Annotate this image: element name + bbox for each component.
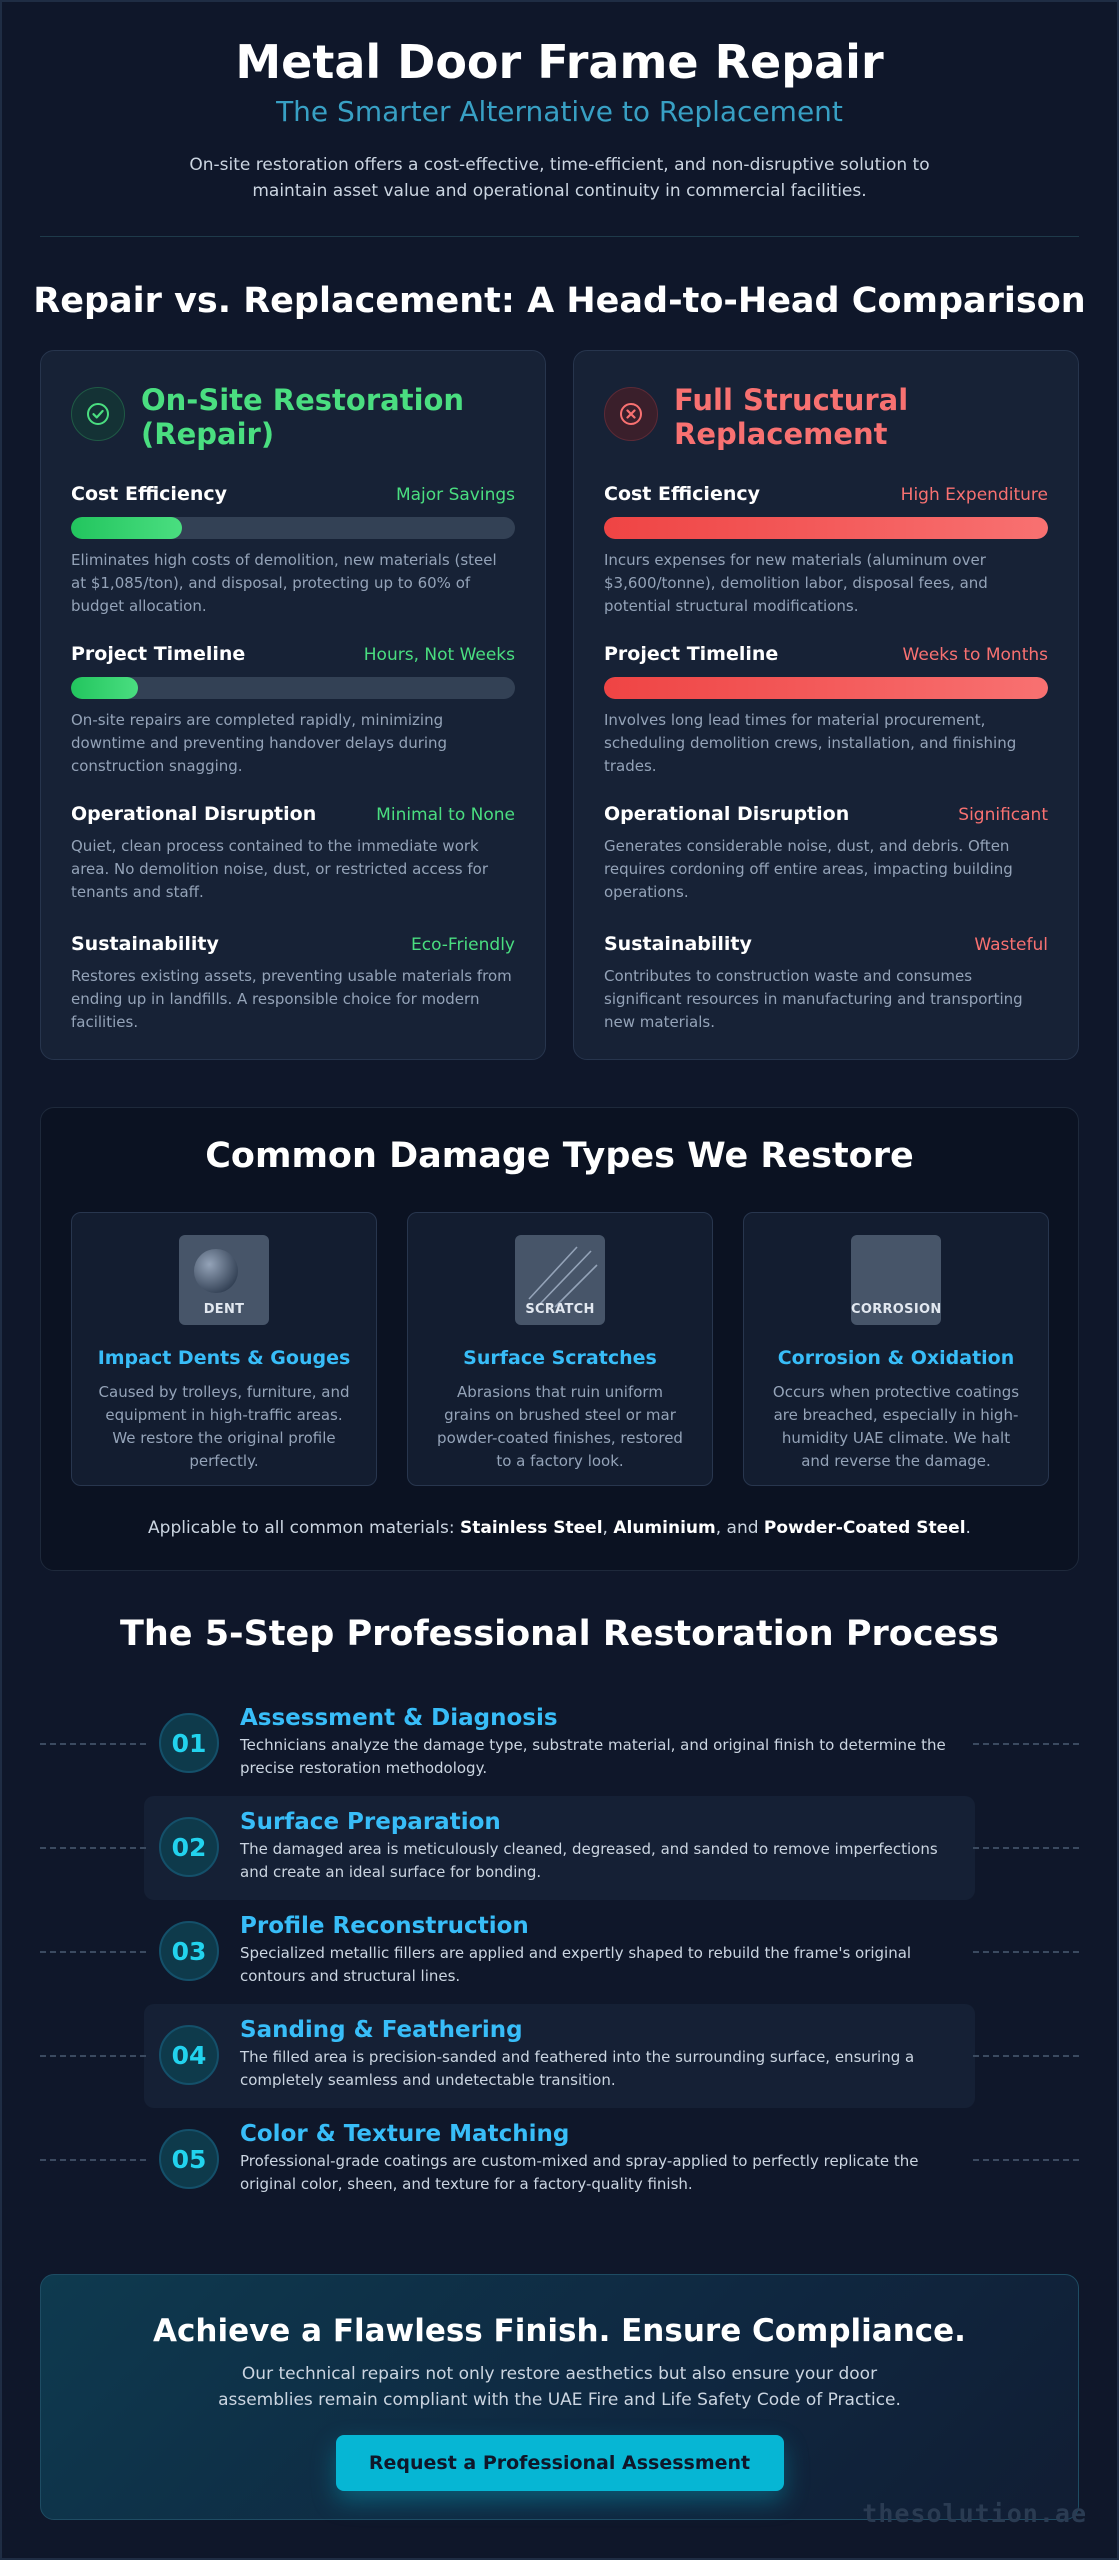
- intro-text: On-site restoration offers a cost-effective, time-efficient, and non-disruptive solution to maintain asset value and operational continuity in commercial facilities.: [189, 155, 930, 201]
- cta-section: [40, 2274, 1079, 2520]
- process-step: [40, 2004, 1079, 2108]
- metric-description: Generates considerable noise, dust, and debris. Often requires cordoning off entire areas, impacting building operations.: [604, 837, 1013, 901]
- damage-card-title: Corrosion & Oxidation: [777, 1347, 1015, 1369]
- step-number: 04: [159, 2025, 219, 2085]
- repair-card: [40, 350, 546, 1060]
- damage-card-description: Caused by trolleys, furniture, and equipment in high-traffic areas. We restore the original profile perfectly.: [98, 1383, 350, 1470]
- dent-thumbnail: [179, 1235, 269, 1325]
- metric-value: Hours, Not Weeks: [363, 645, 515, 665]
- step-description: Specialized metallic fillers are applied and expertly shaped to rebuild the frame's original contours and structural lines.: [240, 1944, 912, 1985]
- damage-card-title: Surface Scratches: [463, 1347, 657, 1369]
- repair-metric-disruption: [71, 803, 515, 933]
- repair-metric-timeline: [71, 643, 515, 803]
- step-dash-right: [973, 2159, 1079, 2161]
- timeline-bar: [604, 677, 1048, 699]
- step-body: [240, 1808, 960, 1884]
- corrosion-thumbnail: [851, 1235, 941, 1325]
- page-subtitle: The Smarter Alternative to Replacement: [276, 95, 843, 128]
- replacement-card-header: [604, 383, 1048, 483]
- step-dash-left: [40, 1951, 146, 1953]
- step-title: Surface Preparation: [240, 1809, 501, 1835]
- metric-description: Restores existing assets, preventing usable materials from ending up in landfills. A responsible choice for modern facilities.: [71, 967, 512, 1031]
- step-title: Color & Texture Matching: [240, 2121, 570, 2147]
- metric-description: Eliminates high costs of demolition, new materials (steel at $1,085/ton), and disposal, protecting up to 60% of budget allocation.: [71, 551, 497, 615]
- dent-label: DENT: [203, 1302, 245, 1317]
- step-title: Sanding & Feathering: [240, 2017, 523, 2043]
- step-description: Technicians analyze the damage type, substrate material, and original finish to determine the precise restoration methodology.: [240, 1736, 946, 1777]
- damage-card-description: Occurs when protective coatings are breached, especially in high-humidity UAE climate. We halt and reverse the damage.: [772, 1383, 1020, 1470]
- step-body: [240, 1704, 960, 1780]
- step-number: 03: [159, 1921, 219, 1981]
- cost-bar-fill: [71, 517, 182, 539]
- metric-value: Major Savings: [395, 485, 515, 505]
- step-dash-left: [40, 2055, 146, 2057]
- step-description: The damaged area is meticulously cleaned, degreased, and sanded to remove imperfections and create an ideal surface for bonding.: [240, 1840, 938, 1881]
- repair-metric-sustainability: [71, 933, 515, 1043]
- step-title: Profile Reconstruction: [240, 1913, 529, 1939]
- materials-separator: ,: [602, 1518, 614, 1538]
- repair-metric-cost: [71, 483, 515, 643]
- metric-name: Cost Efficiency: [604, 483, 761, 505]
- metric-value: Wasteful: [974, 935, 1048, 955]
- check-circle-icon: [71, 387, 125, 441]
- metric-name: Project Timeline: [604, 643, 779, 665]
- replacement-metric-sustainability: [604, 933, 1048, 1043]
- damage-card-scratch: [407, 1212, 713, 1486]
- step-dash-right: [973, 2055, 1079, 2057]
- timeline-bar-fill: [604, 677, 1048, 699]
- damage-card-dent: [71, 1212, 377, 1486]
- step-number: 05: [159, 2129, 219, 2189]
- metric-description: Incurs expenses for new materials (aluminum over $3,600/tonne), demolition labor, disposal fees, and potential structural modifications.: [604, 551, 988, 615]
- damage-card-title: Impact Dents & Gouges: [97, 1347, 351, 1369]
- step-dash-left: [40, 1847, 146, 1849]
- metric-value: Weeks to Months: [902, 645, 1048, 665]
- comparison-title: Repair vs. Replacement: A Head-to-Head Comparison: [33, 281, 1086, 321]
- process-title: The 5-Step Professional Restoration Process: [119, 1614, 1000, 1654]
- cost-bar-fill: [604, 517, 1048, 539]
- material-aluminium: Aluminium: [613, 1518, 716, 1538]
- metric-value: High Expenditure: [900, 485, 1048, 505]
- process-step: [40, 2108, 1079, 2212]
- materials-prefix: Applicable to all common materials:: [148, 1518, 460, 1538]
- step-description: The filled area is precision-sanded and feathered into the surrounding surface, ensuring a completely seamless and undetectable transition.: [240, 2048, 915, 2089]
- replacement-metric-disruption: [604, 803, 1048, 933]
- replacement-metric-timeline: [604, 643, 1048, 803]
- step-number: 01: [159, 1713, 219, 1773]
- replacement-card: [573, 350, 1079, 1060]
- damage-title: Common Damage Types We Restore: [205, 1136, 914, 1176]
- metric-name: Sustainability: [71, 933, 219, 955]
- material-powder-coated-steel: Powder-Coated Steel: [763, 1518, 966, 1538]
- materials-separator: , and: [715, 1518, 764, 1538]
- metric-description: Contributes to construction waste and consumes significant resources in manufacturing and transporting new materials.: [604, 967, 1023, 1031]
- header-divider: [40, 236, 1079, 237]
- damage-card-description: Abrasions that ruin uniform grains on brushed steel or mar powder-coated finishes, restored to a factory look.: [437, 1383, 683, 1470]
- metric-name: Sustainability: [604, 933, 752, 955]
- metric-description: Involves long lead times for material procurement, scheduling demolition crews, installation, and finishing trades.: [604, 711, 1017, 775]
- step-dash-right: [973, 1951, 1079, 1953]
- comparison-section: [40, 350, 1079, 1060]
- materials-suffix: .: [965, 1518, 971, 1538]
- page-header: [0, 0, 1119, 323]
- materials-note: [41, 1518, 1078, 1538]
- metric-description: On-site repairs are completed rapidly, minimizing downtime and preventing handover delays during construction snagging.: [71, 711, 448, 775]
- step-dash-right: [973, 1847, 1079, 1849]
- cta-title: Achieve a Flawless Finish. Ensure Compliance.: [153, 2313, 966, 2349]
- step-title: Assessment & Diagnosis: [240, 1705, 558, 1731]
- cta-description: Our technical repairs not only restore aesthetics but also ensure your door assemblies remain compliant with the UAE Fire and Life Safety Code of Practice.: [218, 2364, 901, 2410]
- step-body: [240, 1912, 960, 1988]
- replacement-metric-cost: [604, 483, 1048, 643]
- step-body: [240, 2120, 960, 2196]
- damage-section: [40, 1107, 1079, 1571]
- scratch-label: SCRATCH: [525, 1302, 595, 1317]
- step-dash-left: [40, 1743, 146, 1745]
- timeline-bar-fill: [71, 677, 138, 699]
- material-stainless-steel: Stainless Steel: [459, 1518, 603, 1538]
- metric-name: Operational Disruption: [71, 803, 317, 825]
- process-step: [40, 1900, 1079, 2004]
- damage-cards: [71, 1212, 1050, 1486]
- metric-name: Project Timeline: [71, 643, 246, 665]
- damage-card-corrosion: [743, 1212, 1049, 1486]
- timeline-bar: [71, 677, 515, 699]
- replacement-card-title: Full Structural Replacement: [674, 383, 909, 451]
- step-dash-right: [973, 1743, 1079, 1745]
- corrosion-label: CORROSION: [851, 1302, 941, 1317]
- x-circle-icon: [604, 387, 658, 441]
- step-body: [240, 2016, 960, 2092]
- metric-value: Significant: [958, 805, 1048, 825]
- repair-card-header: [71, 383, 515, 483]
- process-step: [40, 1692, 1079, 1796]
- page-title: Metal Door Frame Repair: [235, 35, 884, 89]
- metric-value: Minimal to None: [376, 805, 515, 825]
- cost-bar: [71, 517, 515, 539]
- request-assessment-button[interactable]: Request a Professional Assessment: [336, 2435, 784, 2491]
- metric-description: Quiet, clean process contained to the immediate work area. No demolition noise, dust, or restricted access for tenants and staff.: [71, 837, 489, 901]
- metric-name: Operational Disruption: [604, 803, 850, 825]
- scratch-thumbnail: [515, 1235, 605, 1325]
- metric-value: Eco-Friendly: [410, 935, 515, 955]
- metric-name: Cost Efficiency: [71, 483, 228, 505]
- cost-bar: [604, 517, 1048, 539]
- watermark: thesolution.ae: [862, 2499, 1087, 2528]
- process-step: [40, 1796, 1079, 1900]
- step-dash-left: [40, 2159, 146, 2161]
- step-number: 02: [159, 1817, 219, 1877]
- repair-card-title: On-Site Restoration (Repair): [141, 383, 465, 451]
- step-description: Professional-grade coatings are custom-mixed and spray-applied to perfectly replicate the original color, sheen, and texture for a factory-quality finish.: [240, 2152, 919, 2193]
